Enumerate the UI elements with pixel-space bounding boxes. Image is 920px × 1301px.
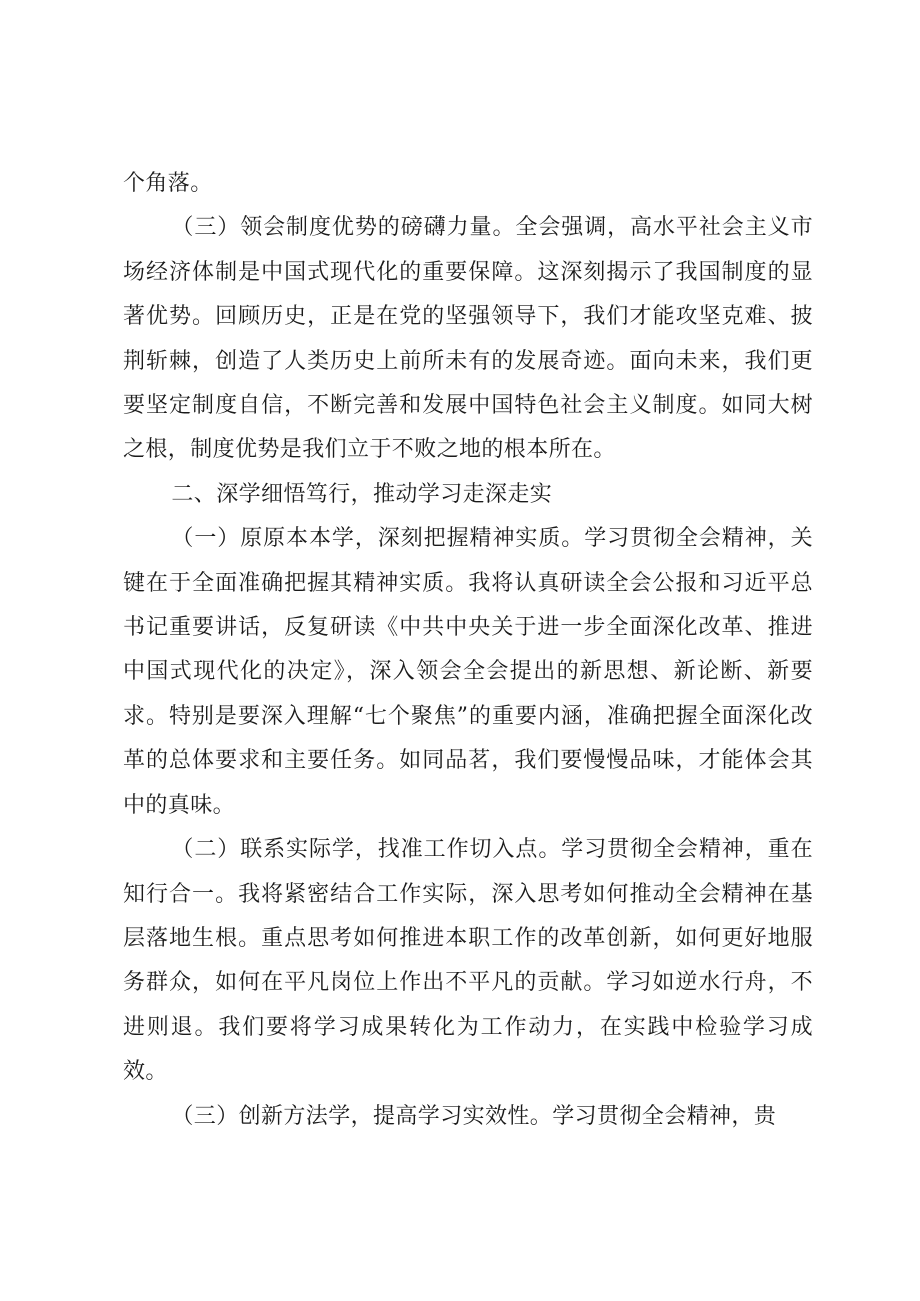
paragraph-study-original-text: （一）原原本本学，深刻把握精神实质。学习贯彻全会精神，关键在于全面准确把握其精神实质。我将认真研读全会公报和习近平总书记重要讲话，反复研读《中共中央关于进一步全面深化改革、推进中国式现代化的决定》，深入领会全会提出的新思想、新论断、新要求。特别是要深入理解“七个聚焦”的重要内涵，准确把握全面深化改革的总体要求和主要任务。如同品茗，我们要慢慢品味，才能体会其中的真味。	[123, 526, 813, 818]
section-heading-2: 二、深学细悟笃行，推动学习走深走实	[171, 481, 553, 507]
paragraph-institutional-advantage: （三）领会制度优势的磅礴力量。全会强调，高水平社会主义市场经济体制是中国式现代化的重要保障。这深刻揭示了我国制度的显著优势。回顾历史，正是在党的坚强领导下，我们才能攻坚克难、披荆斩棘，创造了人类历史上前所未有的发展奇迹。面向未来，我们更要坚定制度自信，不断完善和发展中国特色社会主义制度。如同大树之根，制度优势是我们立于不败之地的根本所在。	[123, 215, 813, 463]
paragraph-continuation: 个角落。	[123, 171, 213, 196]
paragraph-innovative-methods: （三）创新方法学，提高学习实效性。学习贯彻全会精神，贵	[171, 1103, 777, 1129]
paragraph-study-with-practice: （二）联系实际学，找准工作切入点。学习贯彻全会精神，重在知行合一。我将紧密结合工作实际，深入思考如何推动全会精神在基层落地生根。重点思考如何推进本职工作的改革创新，如何更好地服务群众，如何在平凡岗位上作出不平凡的贡献。学习如逆水行舟，不进则退。我们要将学习成果转化为工作动力，在实践中检验学习成效。	[123, 837, 813, 1085]
document-body	[123, 162, 813, 1139]
